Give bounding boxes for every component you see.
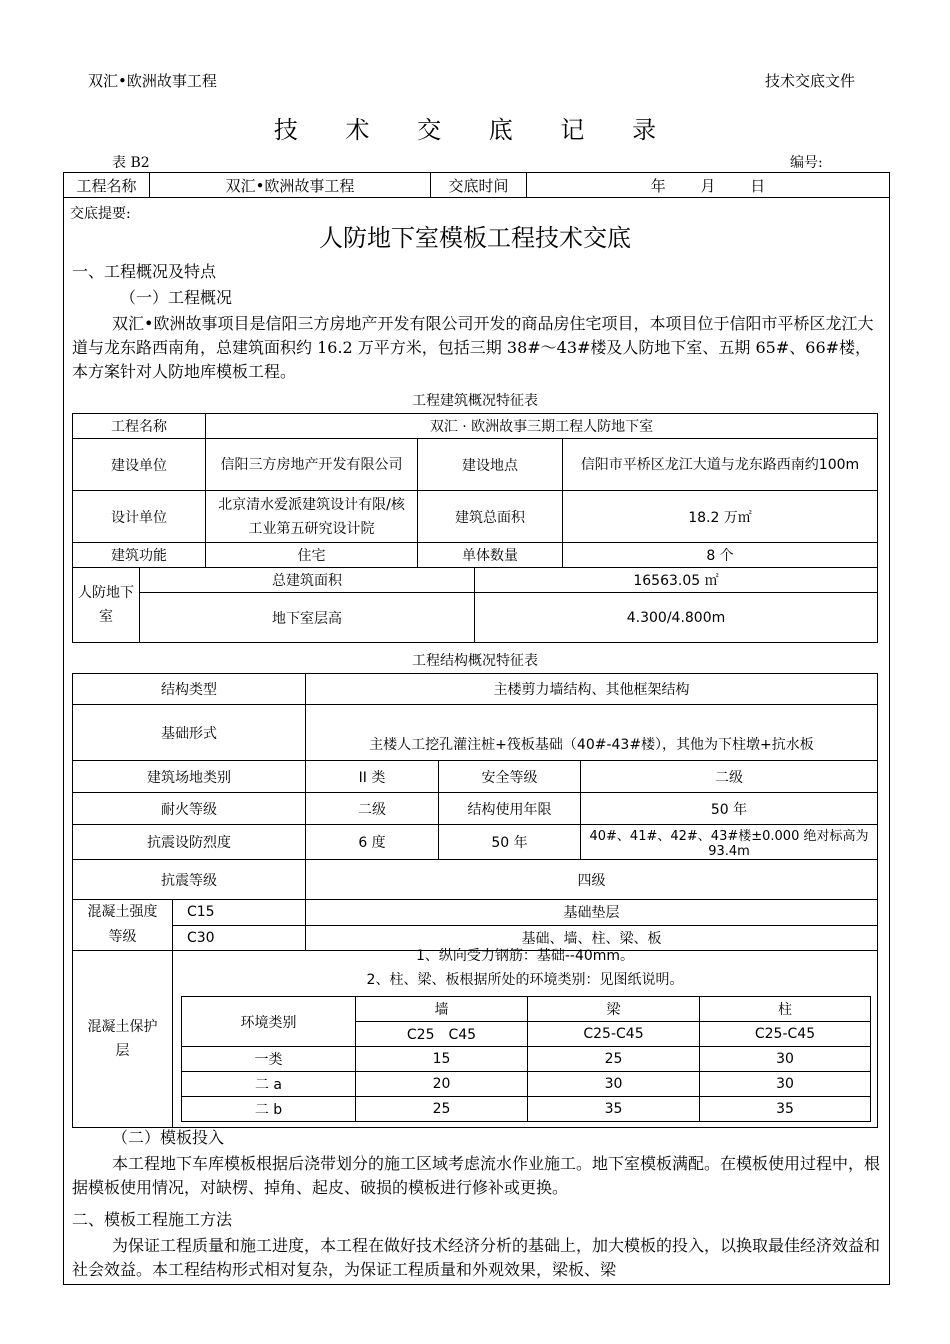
t1-label-unit-count: 单体数量: [418, 543, 563, 568]
t1-label-location: 建设地点: [418, 439, 563, 491]
table-row: [182, 1097, 871, 1122]
construction-method-paragraph: 为保证工程质量和施工进度，本工程在做好技术经济分析的基础上，加大模板的投入，以换取最佳经济效益和社会效益。本工程结构形式相对复杂，为保证工程质量和外观效果，梁板、梁: [72, 1236, 881, 1279]
ct-column: 35: [700, 1097, 871, 1122]
t2-label-fire-rating: 耐火等级: [73, 793, 306, 825]
t1-label-civil-defense: 人防地下室: [73, 568, 140, 643]
t2-value-elevation: 40#、41#、42#、43#楼±0.000 绝对标高为 93.4m: [581, 825, 878, 860]
ct-label-env-class: 环境类别: [182, 997, 356, 1047]
page-title: 技 术 交 底 记 录: [273, 116, 677, 144]
table1-caption: 工程建筑概况特征表: [412, 393, 538, 409]
ct-wall: 20: [356, 1072, 528, 1097]
t2-value-seismic-intensity: 6 度: [306, 825, 439, 860]
t2-label-structure-type: 结构类型: [73, 674, 306, 705]
formwork-input-paragraph: 本工程地下车库模板根据后浇带划分的施工区域考虑流水作业施工。地下室模板满配。在模板使用过程中，根据模板使用情况，对缺楞、掉角、起皮、破损的模板进行修补或更换。: [72, 1154, 881, 1197]
ct-class: 一类: [182, 1047, 356, 1072]
t1-value-location: 信阳市平桥区龙江大道与龙东路西南约100m: [563, 439, 878, 491]
t1-label-cd-area: 总建筑面积: [140, 568, 475, 593]
subsection-2-heading: （二）模板投入: [112, 1128, 225, 1147]
t1-value-designer: 北京清水爱派建筑设计有限/核工业第五研究设计院: [206, 491, 418, 543]
project-value: 双汇•欧洲故事工程: [150, 173, 431, 198]
cover-note-1: 1、纵向受力钢筋：基础--40mm。: [415, 948, 635, 964]
header-left: 双汇•欧洲故事工程: [88, 72, 217, 90]
ct-grade-column: C25-C45: [700, 1022, 871, 1047]
t1-label-total-area: 建筑总面积: [418, 491, 563, 543]
t1-value-cd-area: 16563.05 ㎡: [475, 568, 878, 593]
t1-value-builder: 信阳三方房地产开发有限公司: [206, 439, 418, 491]
t1-label-designer: 设计单位: [73, 491, 206, 543]
t2-value-c15-use: 基础垫层: [306, 900, 878, 926]
table-row: [182, 1072, 871, 1097]
t2-value-c30: C30: [173, 925, 306, 951]
t2-value-foundation: 主楼人工挖孔灌注桩+筏板基础（40#-43#楼），其他为下柱墩+抗水板: [306, 705, 878, 761]
overview-paragraph: 双汇•欧洲故事项目是信阳三方房地产开发有限公司开发的商品房住宅项目，本项目位于信阳市平桥区龙江大道与龙东路西南角，总建筑面积约 16.2 万平方米，包括三期 38#～43#楼及人防地下室、五期 65#、66#楼，本方案针对人防地库模板工程。: [72, 314, 874, 381]
t2-label-seismic-intensity: 抗震设防烈度: [73, 825, 306, 860]
project-label: 工程名称: [64, 173, 150, 198]
ct-wall: 15: [356, 1047, 528, 1072]
ct-head-wall: 墙: [356, 997, 528, 1022]
ct-column: 30: [700, 1072, 871, 1097]
time-label: 交底时间: [431, 173, 527, 198]
ct-beam: 35: [528, 1097, 700, 1122]
t1-value-unit-count: 8 个: [563, 543, 878, 568]
doc-number-label: 编号:: [790, 155, 823, 171]
cover-note-2: 2、柱、梁、板根据所处的环境类别：见图纸说明。: [366, 972, 684, 988]
t1-label-function: 建筑功能: [73, 543, 206, 568]
summary-label: 交底提要:: [70, 206, 131, 222]
t1-label-builder: 建设单位: [73, 439, 206, 491]
t2-value-seismic-grade: 四级: [306, 860, 878, 900]
header-right: 技术交底文件: [765, 72, 856, 90]
ct-head-beam: 梁: [528, 997, 700, 1022]
ct-class: 二 b: [182, 1097, 356, 1122]
ct-column: 30: [700, 1047, 871, 1072]
t2-value-seismic-years: 50 年: [439, 825, 581, 860]
ct-class: 二 a: [182, 1072, 356, 1097]
table2-caption: 工程结构概况特征表: [412, 653, 538, 669]
cover-thickness-table: [181, 996, 871, 1122]
t2-label-concrete-grade: 混凝土强度等级: [73, 900, 173, 951]
cover-notes: [172, 944, 878, 992]
t2-value-c15: C15: [173, 900, 306, 926]
t2-value-c30-use: 基础、墙、柱、梁、板: [306, 925, 878, 951]
ct-grade-wall: C25 C45: [356, 1022, 528, 1047]
t2-value-structure-type: 主楼剪力墙结构、其他框架结构: [306, 674, 878, 705]
building-overview-table: [72, 413, 878, 643]
section-1-heading: 一、工程概况及特点: [72, 262, 217, 281]
t2-label-seismic-grade: 抗震等级: [73, 860, 306, 900]
info-row-table: [63, 172, 890, 198]
t1-value-floor-height: 4.300/4.800m: [475, 593, 878, 643]
ct-grade-beam: C25-C45: [528, 1022, 700, 1047]
ct-wall: 25: [356, 1097, 528, 1122]
subsection-1-heading: （一）工程概况: [120, 288, 233, 307]
ct-beam: 30: [528, 1072, 700, 1097]
t2-label-safety-grade: 安全等级: [439, 761, 581, 793]
form-number: 表 B2: [112, 155, 150, 171]
doc-title: 人防地下室模板工程技术交底: [319, 224, 631, 252]
t1-label-floor-height: 地下室层高: [140, 593, 475, 643]
t1-value-function: 住宅: [206, 543, 418, 568]
ct-head-column: 柱: [700, 997, 871, 1022]
t2-value-site-class: II 类: [306, 761, 439, 793]
t2-value-fire-rating: 二级: [306, 793, 439, 825]
t2-label-site-class: 建筑场地类别: [73, 761, 306, 793]
t1-value-total-area: 18.2 万㎡: [563, 491, 878, 543]
t2-label-service-life: 结构使用年限: [439, 793, 581, 825]
ct-beam: 25: [528, 1047, 700, 1072]
t1-label-project: 工程名称: [73, 414, 206, 439]
t2-value-service-life: 50 年: [581, 793, 878, 825]
section-2-heading: 二、模板工程施工方法: [72, 1210, 233, 1229]
table-row: [182, 1047, 871, 1072]
t2-label-foundation: 基础形式: [73, 705, 306, 761]
t2-value-safety-grade: 二级: [581, 761, 878, 793]
t2-label-concrete-cover: 混凝土保护层: [73, 951, 173, 1128]
date-value: 年 月 日: [527, 173, 890, 198]
t1-value-project: 双汇 · 欧洲故事三期工程人防地下室: [206, 414, 878, 439]
